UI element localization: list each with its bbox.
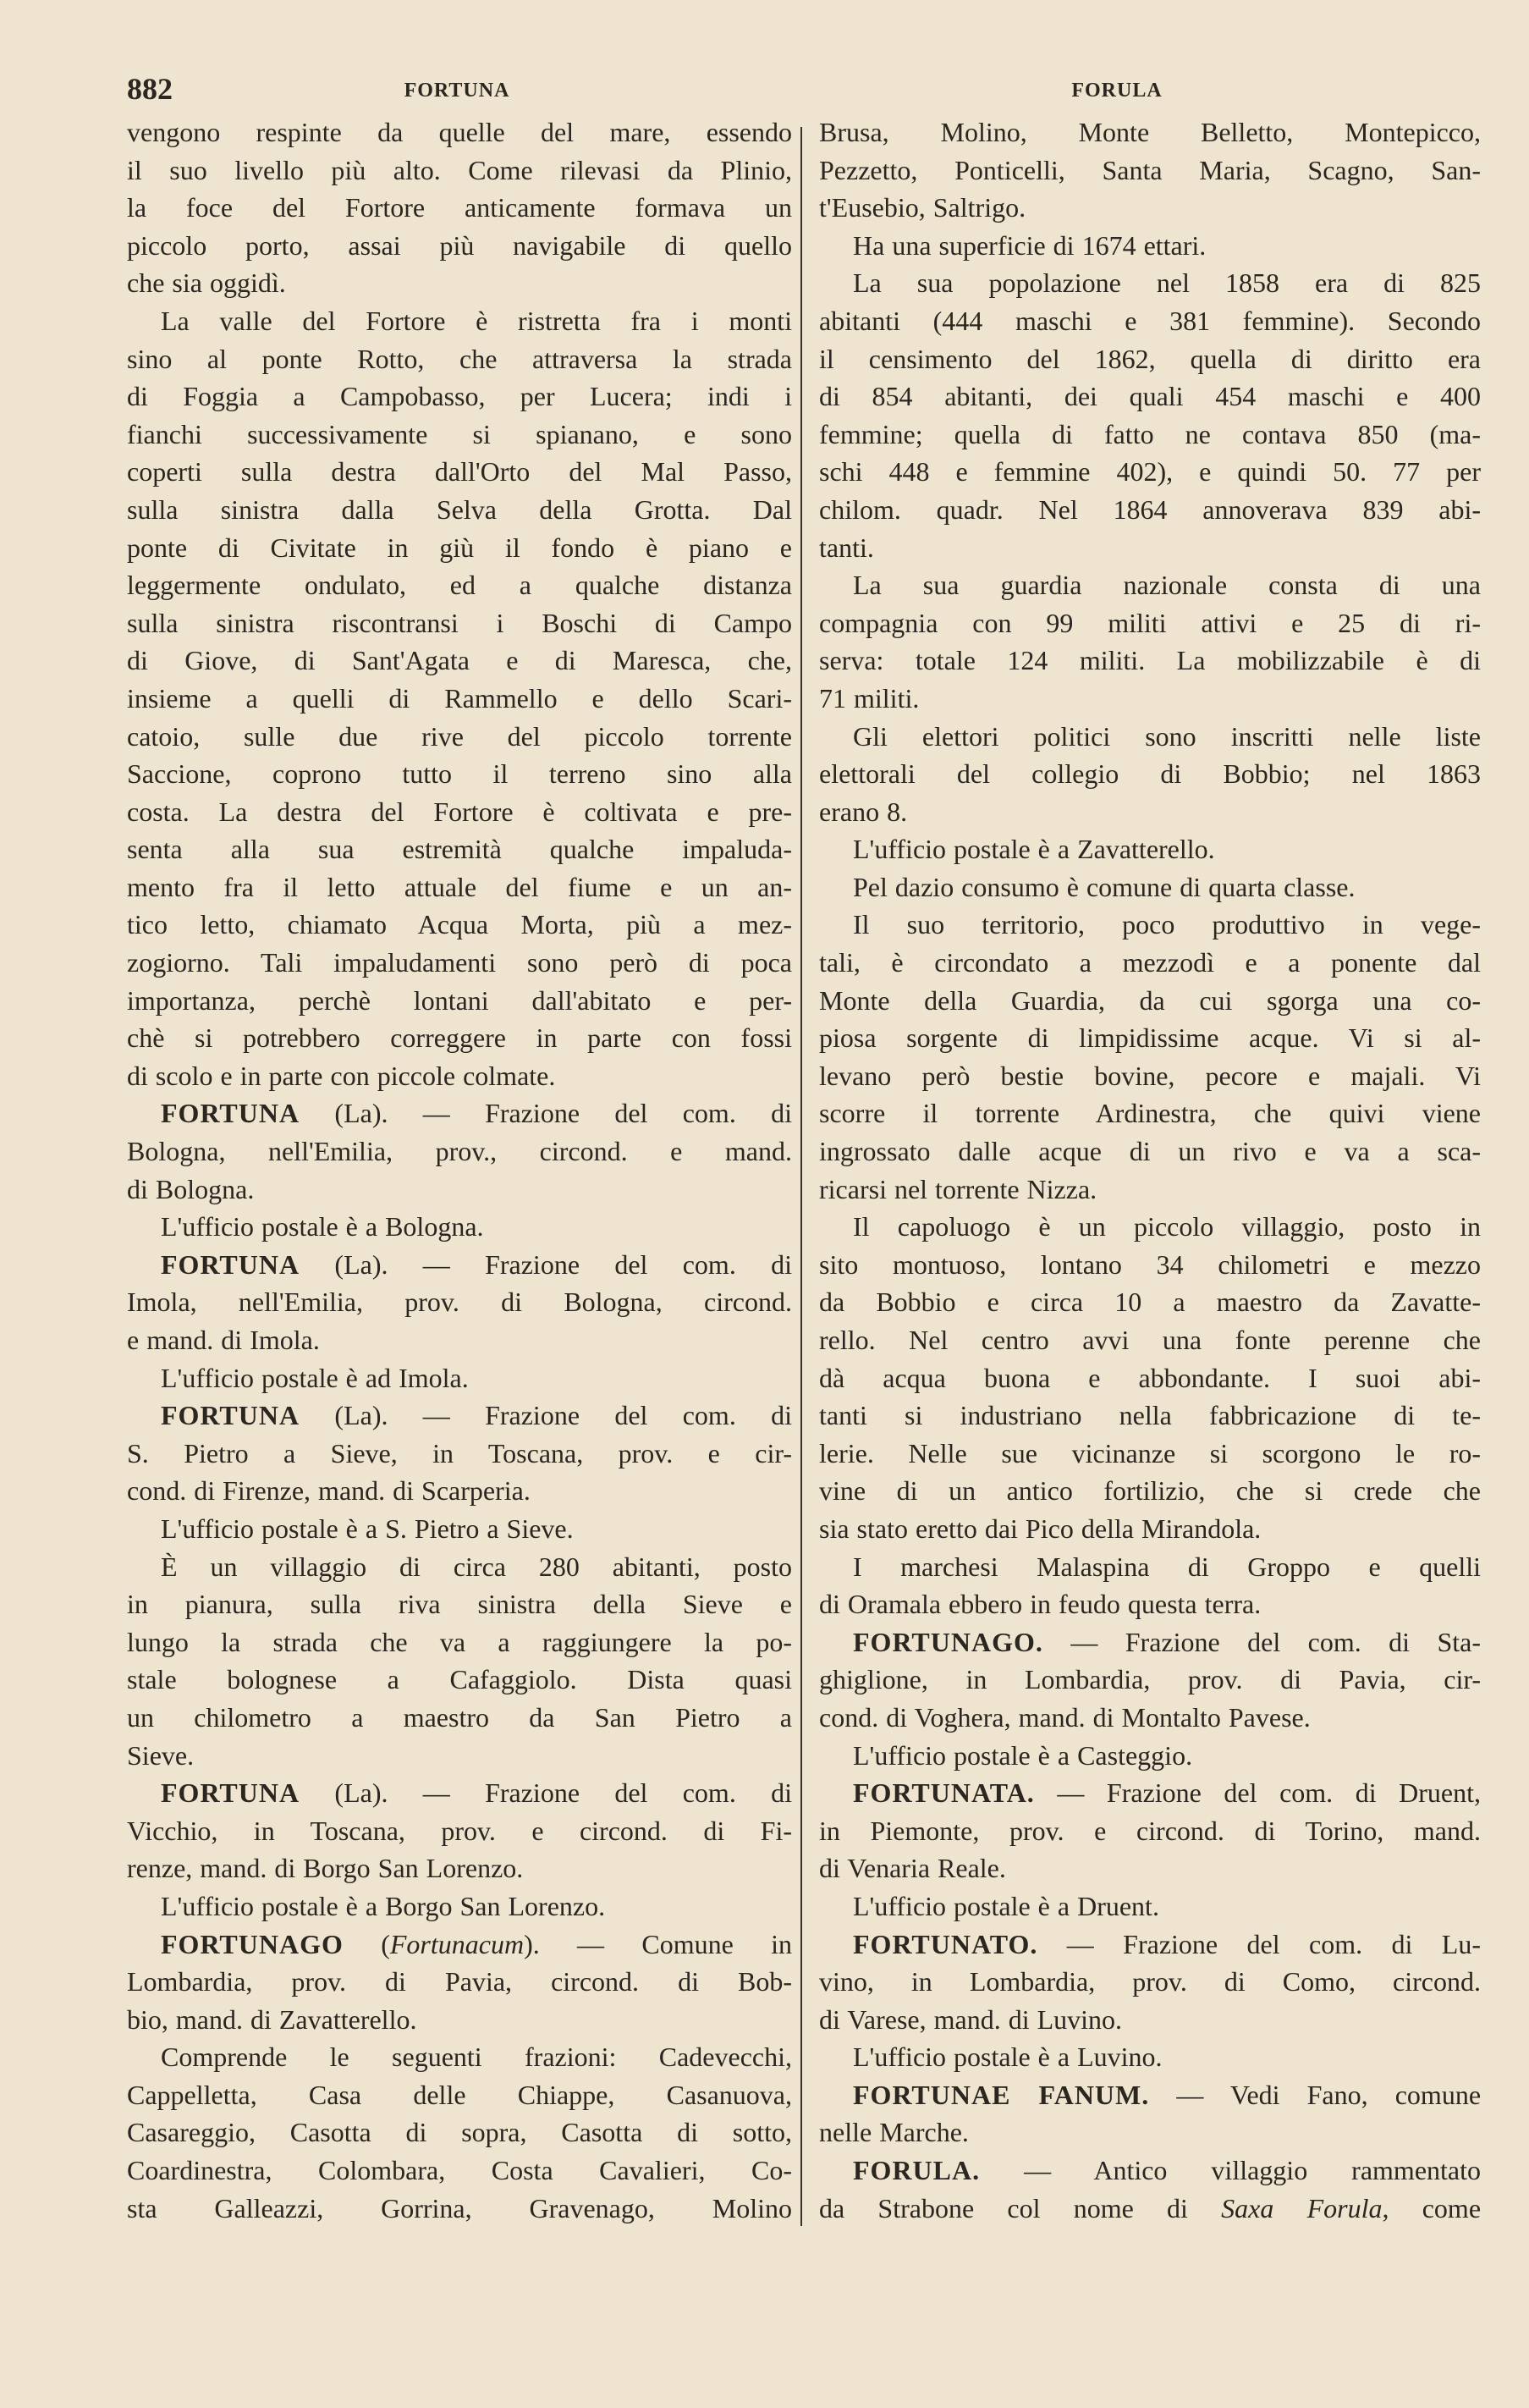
text-line: Imola, nell'Emilia, prov. di Bologna, circond. <box>127 1287 792 1318</box>
text-line: ricarsi nel torrente Nizza. <box>819 1173 1097 1204</box>
text-line: Brusa, Molino, Monte Belletto, Montepicco, <box>819 117 1481 147</box>
running-head-left: FORTUNA <box>404 80 510 102</box>
entry-headword: FORTUNA <box>161 1248 300 1280</box>
page-number: 882 <box>127 72 173 106</box>
text-line <box>819 1774 1481 1812</box>
text-line: tali, è circondato a mezzodì e a ponente dal <box>819 947 1481 978</box>
text-line <box>819 2152 1481 2190</box>
text-line: Coardinestra, Colombara, Costa Cavalieri, Co- <box>127 2155 792 2186</box>
text-segment: (La). — Frazione del com. di <box>334 1777 792 1809</box>
text-line: Ha una superficie di 1674 ettari. <box>853 229 1207 261</box>
text-segment: , come <box>1382 2192 1481 2223</box>
text-line: Bologna, nell'Emilia, prov., circond. e mand. <box>127 1136 792 1167</box>
text-line: insieme a quelli di Rammello e dello Scari- <box>127 682 792 714</box>
text-line <box>127 1397 792 1435</box>
text-line: di scolo e in parte con piccole colmate. <box>127 1060 556 1091</box>
text-line: Monte della Guardia, da cui sgorga una co- <box>819 984 1481 1016</box>
text-line: lungo la strada che va a raggiungere la po- <box>127 1626 792 1657</box>
text-line: Sieve. <box>127 1739 195 1771</box>
text-line: che sia oggidì. <box>127 267 286 299</box>
text-line: importanza, perchè lontani dall'abitato e per- <box>127 984 792 1016</box>
text-line: di Bologna. <box>127 1173 255 1204</box>
text-line: L'ufficio postale è a S. Pietro a Sieve. <box>161 1513 574 1544</box>
text-line: tanti si industriano nella fabbricazione di te- <box>819 1400 1481 1431</box>
text-line: di Oramala ebbero in feudo questa terra. <box>819 1589 1262 1620</box>
text-line: fianchi successivamente si spianano, e sono <box>127 418 792 449</box>
right-column <box>819 113 1481 2227</box>
text-line: elettorali del collegio di Bobbio; nel 1863 <box>819 758 1481 790</box>
entry-headword: FORTUNAE FANUM. <box>853 2079 1150 2110</box>
text-line: L'ufficio postale è a Bologna. <box>161 1211 484 1243</box>
text-line: stale bolognese a Cafaggiolo. Dista quasi <box>127 1664 792 1695</box>
text-line: levano però bestie bovine, pecore e majali. Vi <box>819 1060 1481 1091</box>
text-segment: — Vedi Fano, comune <box>1176 2079 1481 2110</box>
text-line: Pezzetto, Ponticelli, Santa Maria, Scagno, San- <box>819 154 1481 185</box>
text-line: compagnia con 99 militi attivi e 25 di ri- <box>819 607 1481 638</box>
text-line: serva: totale 124 militi. La mobilizzabile è di <box>819 645 1481 676</box>
text-line: t'Eusebio, Saltrigo. <box>819 192 1026 223</box>
text-line: di 854 abitanti, dei quali 454 maschi e 400 <box>819 381 1481 412</box>
text-line: piccolo porto, assai più navigabile di quello <box>127 229 792 261</box>
text-line: La sua popolazione nel 1858 era di 825 <box>853 267 1481 299</box>
text-line: di Varese, mand. di Luvino. <box>819 2003 1123 2035</box>
text-segment: ( <box>381 1928 390 1959</box>
entry-headword: FORTUNA <box>161 1777 300 1809</box>
text-line: leggermente ondulato, ed a qualche distanza <box>127 570 792 601</box>
text-line: ingrossato dalle acque di un rivo e va a sca- <box>819 1136 1481 1167</box>
text-line: Il capoluogo è un piccolo villaggio, posto in <box>853 1211 1481 1243</box>
text-line: tanti. <box>819 532 874 563</box>
italic-text: Saxa Forula <box>1221 2192 1383 2223</box>
text-line: schi 448 e femmine 402), e quindi 50. 77 per <box>819 456 1481 488</box>
text-segment: — Antico villaggio rammentato <box>1024 2155 1481 2186</box>
text-line: un chilometro a maestro da San Pietro a <box>127 1701 792 1733</box>
text-line: scorre il torrente Ardinestra, che quivi viene <box>819 1098 1481 1129</box>
text-segment: (La). — Frazione del com. di <box>334 1248 792 1280</box>
text-line: La valle del Fortore è ristretta fra i monti <box>161 305 792 336</box>
text-line: il suo livello più alto. Come rilevasi da Plinio, <box>127 154 792 185</box>
text-line: L'ufficio postale è a Casteggio. <box>853 1739 1193 1771</box>
text-line: in Piemonte, prov. e circond. di Torino, mand. <box>819 1815 1481 1846</box>
text-line: vine di un antico fortilizio, che si crede che <box>819 1475 1481 1507</box>
text-line <box>127 1926 792 1964</box>
text-line: L'ufficio postale è a Zavatterello. <box>853 834 1215 865</box>
text-line: Lombardia, prov. di Pavia, circond. di Bob- <box>127 1966 792 1997</box>
text-line: tico letto, chiamato Acqua Morta, più a mez- <box>127 909 792 940</box>
text-line: sia stato eretto dai Pico della Mirandola. <box>819 1513 1262 1544</box>
entry-headword: FORULA. <box>853 2155 981 2186</box>
text-line: di Venaria Reale. <box>819 1853 1006 1884</box>
text-line: erano 8. <box>819 796 908 827</box>
text-line: in pianura, sulla riva sinistra della Sieve e <box>127 1589 792 1620</box>
text-line: Pel dazio consumo è comune di quarta classe. <box>853 871 1356 902</box>
text-line: L'ufficio postale è a Luvino. <box>853 2042 1163 2073</box>
text-line <box>127 1246 792 1284</box>
text-line: ponte di Civitate in giù il fondo è piano e <box>127 532 792 563</box>
text-segment: — Frazione del com. di Sta- <box>1070 1626 1481 1657</box>
text-line: catoio, sulle due rive del piccolo torrente <box>127 720 792 752</box>
left-column <box>127 113 792 2227</box>
text-line: il censimento del 1862, quella di diritto era <box>819 343 1481 374</box>
text-line: femmine; quella di fatto ne contava 850 (ma- <box>819 418 1481 449</box>
text-line: sta Galleazzi, Gorrina, Gravenago, Molino <box>127 2192 792 2223</box>
text-line: cond. di Firenze, mand. di Scarperia. <box>127 1475 531 1507</box>
text-line: vengono respinte da quelle del mare, essendo <box>127 117 792 147</box>
entry-headword: FORTUNA <box>161 1098 300 1129</box>
text-line: Gli elettori politici sono inscritti nelle liste <box>853 720 1481 752</box>
text-line <box>127 1094 792 1132</box>
text-line: S. Pietro a Sieve, in Toscana, prov. e cir- <box>127 1437 792 1468</box>
text-line: lerie. Nelle sue vicinanze si scorgono le ro- <box>819 1437 1481 1468</box>
text-line: Il suo territorio, poco produttivo in vege- <box>853 909 1481 940</box>
text-line: di Foggia a Campobasso, per Lucera; indi i <box>127 381 792 412</box>
text-line <box>819 1623 1481 1661</box>
text-line: La sua guardia nazionale consta di una <box>853 570 1481 601</box>
text-segment: (La). — Frazione del com. di <box>334 1098 792 1129</box>
text-line: di Giove, di Sant'Agata e di Maresca, che, <box>127 645 792 676</box>
text-line <box>819 2190 1481 2228</box>
text-line: È un villaggio di circa 280 abitanti, posto <box>161 1551 792 1582</box>
entry-headword: FORTUNATO. <box>853 1928 1038 1959</box>
text-line: L'ufficio postale è ad Imola. <box>161 1362 469 1393</box>
text-line: piosa sorgente di limpidissime acque. Vi si al- <box>819 1022 1481 1054</box>
text-line: senta alla sua estremità qualche impaluda- <box>127 834 792 865</box>
text-line: sino al ponte Rotto, che attraversa la strada <box>127 343 792 374</box>
text-line: renze, mand. di Borgo San Lorenzo. <box>127 1853 524 1884</box>
text-segment: — Frazione del com. di Druent, <box>1057 1777 1481 1809</box>
text-line: chilom. quadr. Nel 1864 annoverava 839 abi- <box>819 493 1481 525</box>
text-line: zogiorno. Tali impaludamenti sono però di poca <box>127 947 792 978</box>
text-line <box>127 1774 792 1812</box>
text-line: dà acqua buona e abbondante. I suoi abi- <box>819 1362 1481 1393</box>
text-line: e mand. di Imola. <box>127 1325 320 1355</box>
text-segment: ). — Comune in <box>524 1928 792 1959</box>
entry-headword: FORTUNAGO <box>161 1928 344 1959</box>
text-line: L'ufficio postale è a Druent. <box>853 1890 1159 1921</box>
text-line: da Bobbio e circa 10 a maestro da Zavatte- <box>819 1287 1481 1318</box>
text-line: 71 militi. <box>819 682 920 714</box>
text-line: Casareggio, Casotta di sopra, Casotta di sotto, <box>127 2117 792 2148</box>
text-line: sulla sinistra riscontransi i Boschi di Campo <box>127 607 792 638</box>
column-divider <box>800 127 802 2226</box>
text-line: vino, in Lombardia, prov. di Como, circond. <box>819 1966 1481 1997</box>
text-line: Vicchio, in Toscana, prov. e circond. di Fi- <box>127 1815 792 1846</box>
text-line: I marchesi Malaspina di Groppo e quelli <box>853 1551 1481 1582</box>
text-line: sulla sinistra dalla Selva della Grotta. Dal <box>127 493 792 525</box>
text-line: chè si potrebbero correggere in parte con fossi <box>127 1022 792 1054</box>
text-line: rello. Nel centro avvi una fonte perenne che <box>819 1325 1481 1355</box>
text-segment: (La). — Frazione del com. di <box>334 1400 792 1431</box>
italic-text: Fortunacum <box>389 1928 525 1959</box>
text-line: bio, mand. di Zavatterello. <box>127 2003 417 2035</box>
text-line: sito montuoso, lontano 34 chilometri e mezzo <box>819 1248 1481 1280</box>
text-line: ghiglione, in Lombardia, prov. di Pavia, cir- <box>819 1664 1481 1695</box>
text-line <box>819 1926 1481 1964</box>
text-segment: — Frazione del com. di Lu- <box>1066 1928 1481 1959</box>
text-line: Saccione, coprono tutto il terreno sino alla <box>127 758 792 790</box>
text-segment: da Strabone col nome di <box>819 2192 1222 2223</box>
entry-headword: FORTUNAGO. <box>853 1626 1043 1657</box>
text-line: L'ufficio postale è a Borgo San Lorenzo. <box>161 1890 606 1921</box>
text-line: costa. La destra del Fortore è coltivata e pre- <box>127 796 792 827</box>
text-line: Comprende le seguenti frazioni: Cadevecchi, <box>161 2042 792 2073</box>
entry-headword: FORTUNATA. <box>853 1777 1035 1809</box>
text-line <box>819 2076 1481 2114</box>
text-line: abitanti (444 maschi e 381 femmine). Secondo <box>819 305 1481 336</box>
text-line: cond. di Voghera, mand. di Montalto Pavese. <box>819 1701 1311 1733</box>
text-line: la foce del Fortore anticamente formava un <box>127 192 792 223</box>
text-line: nelle Marche. <box>819 2117 969 2148</box>
running-head-right: FORULA <box>1071 80 1163 102</box>
entry-headword: FORTUNA <box>161 1400 300 1431</box>
text-line: mento fra il letto attuale del fiume e un an- <box>127 871 792 902</box>
text-line: Cappelletta, Casa delle Chiappe, Casanuova, <box>127 2079 792 2110</box>
text-line: coperti sulla destra dall'Orto del Mal Passo, <box>127 456 792 488</box>
